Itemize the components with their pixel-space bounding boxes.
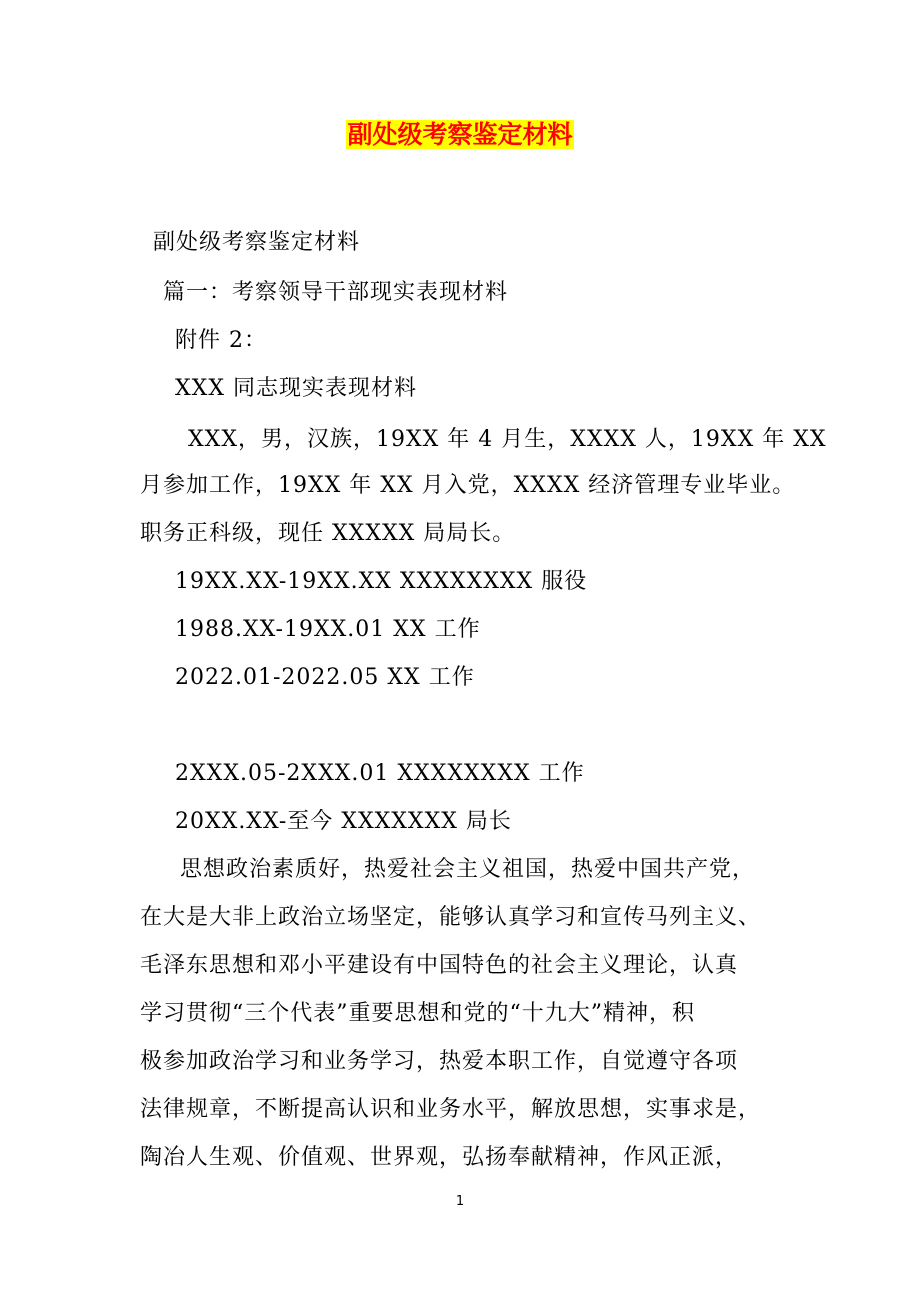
body-line: 毛泽东思想和邓小平建设有中国特色的社会主义理论，认真 <box>140 953 739 978</box>
body-line: 19XX.XX-19XX.XX XXXXXXXX 服役 <box>175 569 588 594</box>
body-line: 陶冶人生观、价值观、世界观，弘扬奉献精神，作风正派， <box>140 1145 739 1170</box>
body-line: XXX 同志现实表现材料 <box>175 376 417 401</box>
document-title <box>0 118 920 152</box>
body-line: XXX，男，汉族，19XX 年 4 月生，XXXX 人，19XX 年 XX <box>188 427 827 452</box>
body-line: 思想政治素质好，热爱社会主义祖国，热爱中国共产党， <box>180 857 756 882</box>
body-line: 极参加政治学习和业务学习，热爱本职工作，自觉遵守各项 <box>140 1049 739 1074</box>
body-line: 1988.XX-19XX.01 XX 工作 <box>175 617 481 642</box>
body-line: 2XXX.05-2XXX.01 XXXXXXXX 工作 <box>175 761 585 786</box>
body-line: 2022.01-2022.05 XX 工作 <box>175 665 475 690</box>
document-title-text: 副处级考察鉴定材料 <box>347 120 573 149</box>
body-line: 法律规章，不断提高认识和业务水平，解放思想，实事求是， <box>140 1097 762 1122</box>
body-line: 学习贯彻“三个代表”重要思想和党的“十九大”精神，积 <box>140 1001 695 1026</box>
body-line: 副处级考察鉴定材料 <box>153 230 361 255</box>
body-line: 月参加工作，19XX 年 XX 月入党，XXXX 经济管理专业毕业。 <box>140 473 796 498</box>
body-line: 附件 2： <box>175 328 267 353</box>
body-line: 20XX.XX-至今 XXXXXXX 局长 <box>175 809 512 834</box>
body-line: 篇一：考察领导干部现实表现材料 <box>163 280 509 305</box>
body-line: 职务正科级，现任 XXXXX 局局长。 <box>140 521 516 546</box>
page-number: 1 <box>455 1194 465 1209</box>
body-line: 在大是大非上政治立场坚定，能够认真学习和宣传马列主义、 <box>140 905 762 930</box>
